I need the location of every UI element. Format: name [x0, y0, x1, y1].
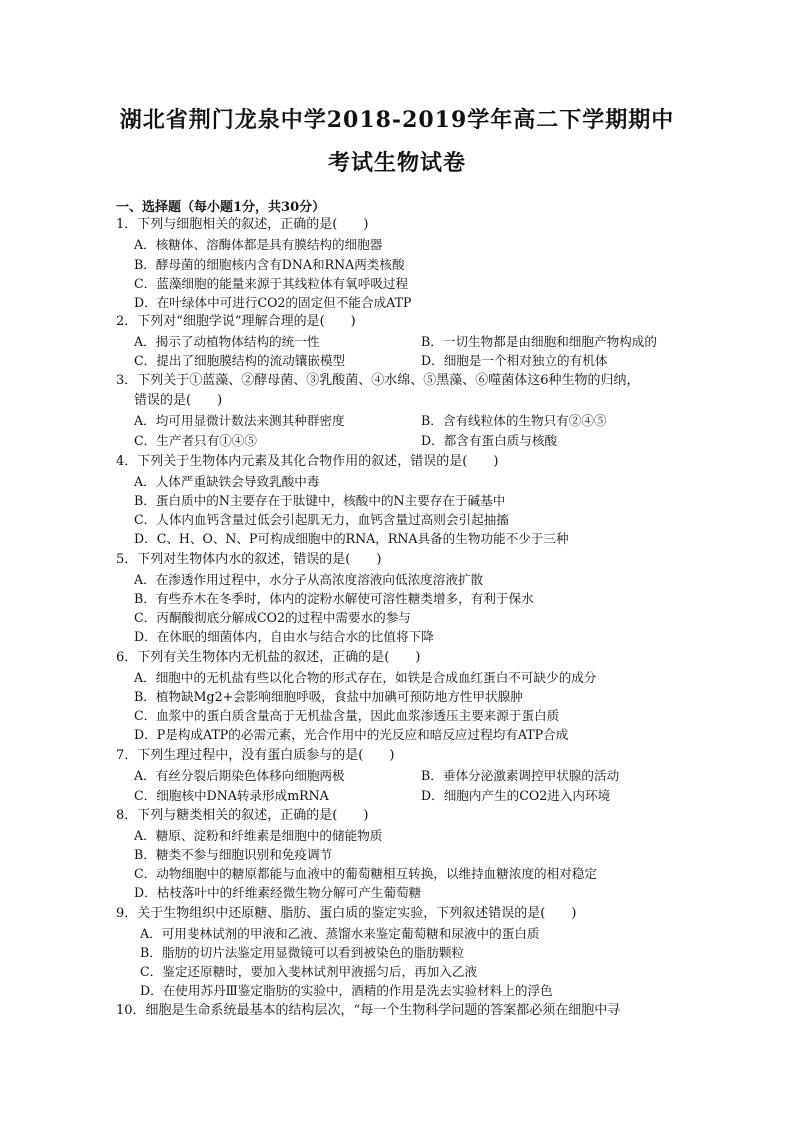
question-4-option-d: D．C、H、O、N、P可构成细胞中的RNA，RNA具备的生物功能不少于三种 — [134, 531, 569, 546]
question-1-option-a: A．核糖体、溶酶体都是具有膜结构的细胞器 — [134, 237, 383, 252]
question-6-option-d: D．P是构成ATP的必需元素，光合作用中的光反应和暗反应过程均有ATP合成 — [134, 727, 569, 742]
question-3-stem: 3．下列关于①蓝藻、②酵母菌、③乳酸菌、④水绵、⑤黑藻、⑥噬菌体这6种生物的归纳， — [116, 373, 640, 388]
question-9-option-c: C．鉴定还原糖时，要加入斐林试剂甲液摇匀后，再加入乙液 — [140, 964, 478, 979]
question-7-option-a: A．有丝分裂后期染色体移向细胞两极 — [134, 768, 345, 783]
question-1-option-b: B．酵母菌的细胞核内含有DNA和RNA两类核酸 — [134, 257, 405, 272]
question-3-option-d: D．都含有蛋白质与核酸 — [421, 433, 558, 448]
question-9-option-a: A．可用斐林试剂的甲液和乙液、蒸馏水来鉴定葡萄糖和尿液中的蛋白质 — [140, 926, 540, 941]
question-3-option-b: B．含有线粒体的生物只有②④⑤ — [421, 413, 607, 428]
question-4-option-a: A．人体严重缺铁会导致乳酸中毒 — [134, 474, 320, 489]
question-1-stem: 1．下列与细胞相关的叙述，正确的是( ) — [116, 217, 369, 232]
question-10-stem: 10．细胞是生命系统最基本的结构层次，“每一个生物科学问题的答案都必须在细胞中寻 — [116, 1003, 621, 1018]
question-6-stem: 6．下列有关生物体内无机盐的叙述，正确的是( ) — [116, 650, 421, 665]
question-5-option-a: A．在渗透作用过程中，水分子从高浓度溶液向低浓度溶液扩散 — [134, 572, 484, 587]
question-5-option-d: D．在休眠的细菌体内，自由水与结合水的比值将下降 — [134, 629, 434, 644]
section-heading: 一、选择题（每小题1分，共30分） — [116, 200, 326, 215]
question-2-option-c: C．提出了细胞膜结构的流动镶嵌模型 — [134, 353, 346, 368]
question-9-stem: 9．关于生物组织中还原糖、脂肪、蛋白质的鉴定实验，下列叙述错误的是( ) — [116, 906, 577, 921]
question-4-option-c: C．人体内血钙含量过低会引起肌无力，血钙含量过高则会引起抽搐 — [134, 512, 509, 527]
page-title-line-1: 湖北省荆门龙泉中学2018-2019学年高二下学期期中 — [119, 107, 675, 133]
question-9-option-d: D．在使用苏丹Ⅲ鉴定脂肪的实验中，酒精的作用是洗去实验材料上的浮色 — [140, 983, 553, 998]
question-7-stem: 7．下列生理过程中，没有蛋白质参与的是( ) — [116, 748, 395, 763]
question-9-option-b: B．脂肪的切片法鉴定用显微镜可以看到被染色的脂肪颗粒 — [140, 945, 465, 960]
question-8-stem: 8．下列与糖类相关的叙述，正确的是( ) — [116, 808, 369, 823]
question-5-option-c: C．丙酮酸彻底分解成CO2的过程中需要水的参与 — [134, 610, 411, 625]
question-2-option-b: B．一切生物都是由细胞和细胞产物构成的 — [421, 334, 657, 349]
question-3-option-a: A．均可用显微计数法来测其种群密度 — [134, 413, 345, 428]
question-6-option-a: A．细胞中的无机盐有些以化合物的形式存在，如铁是合成血红蛋白不可缺少的成分 — [134, 670, 597, 685]
question-5-stem: 5．下列对生物体内水的叙述，错误的是( ) — [116, 552, 382, 567]
question-6-option-c: C．血浆中的蛋白质含量高于无机盐含量，因此血浆渗透压主要来源于蛋白质 — [134, 708, 560, 723]
question-8-option-c: C．动物细胞中的糖原都能与血液中的葡萄糖相互转换，以维持血糖浓度的相对稳定 — [134, 866, 598, 881]
question-8-option-a: A．糖原、淀粉和纤维素是细胞中的储能物质 — [134, 828, 383, 843]
question-8-option-d: D．枯枝落叶中的纤维素经微生物分解可产生葡萄糖 — [134, 885, 422, 900]
question-6-option-b: B．植物缺Mg2+会影响细胞呼吸，食盐中加碘可预防地方性甲状腺肿 — [134, 689, 523, 704]
question-2-stem: 2．下列对“细胞学说”理解合理的是( ) — [116, 314, 356, 329]
question-7-option-d: D．细胞内产生的CO2进入内环境 — [421, 788, 611, 803]
question-3-option-c: C．生产者只有①④⑤ — [134, 433, 257, 448]
question-2-option-d: D．细胞是一个相对独立的有机体 — [421, 353, 608, 368]
question-3-stem-continued: 错误的是( ) — [134, 393, 223, 408]
question-1-option-c: C．蓝藻细胞的能量来源于其线粒体有氧呼吸过程 — [134, 276, 409, 291]
page-title-line-2: 考试生物试卷 — [327, 150, 466, 176]
question-2-option-a: A．揭示了动植物体结构的统一性 — [134, 334, 320, 349]
question-7-option-c: C．细胞核中DNA转录形成mRNA — [134, 788, 329, 803]
question-4-option-b: B．蛋白质中的N主要存在于肽键中，核酸中的N主要存在于碱基中 — [134, 493, 506, 508]
question-5-option-b: B．有些乔木在冬季时，体内的淀粉水解使可溶性糖类增多，有利于保水 — [134, 591, 534, 606]
question-7-option-b: B．垂体分泌激素调控甲状腺的活动 — [421, 768, 620, 783]
question-1-option-d: D．在叶绿体中可进行CO2的固定但不能合成ATP — [134, 295, 412, 310]
question-4-stem: 4．下列关于生物体内元素及其化合物作用的叙述，错误的是( ) — [116, 454, 499, 469]
question-8-option-b: B．糖类不参与细胞识别和免疫调节 — [134, 847, 333, 862]
